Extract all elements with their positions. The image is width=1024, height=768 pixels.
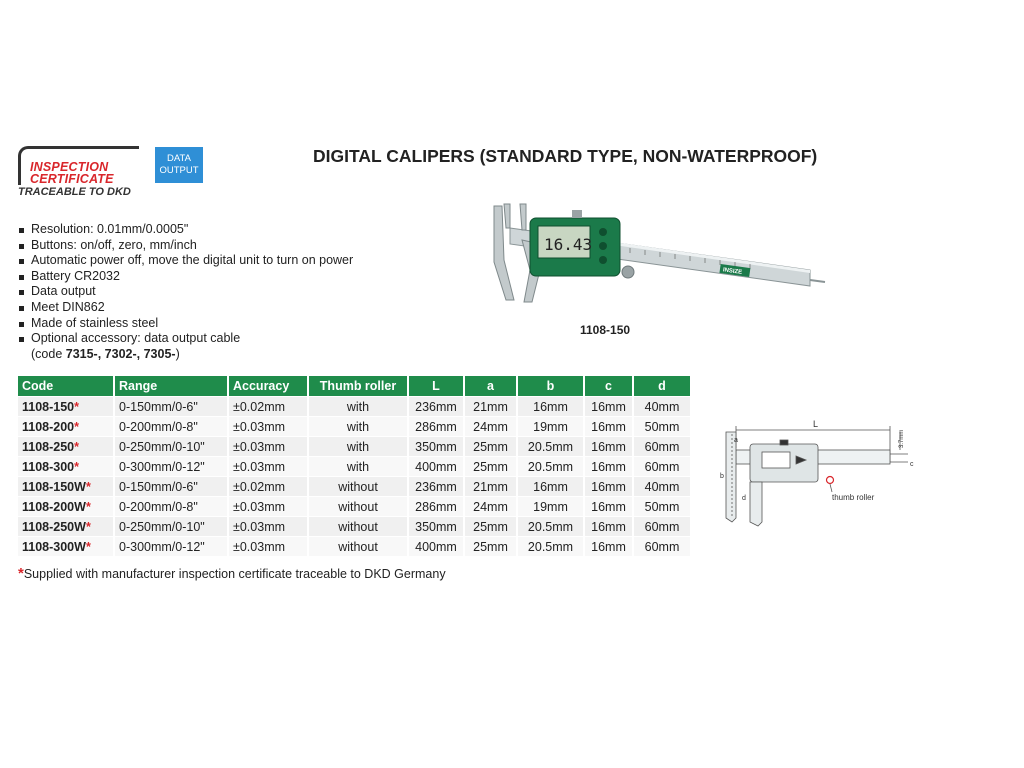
feature-item: Data output	[18, 284, 353, 300]
table-cell: ±0.03mm	[228, 497, 308, 517]
accessory-prefix: (code	[31, 346, 66, 361]
table-cell: 20.5mm	[517, 457, 584, 477]
accessory-code-list: 7315-, 7302-, 7305-	[65, 346, 176, 361]
cell-code-text: 1108-150W	[22, 479, 86, 494]
brand-label: INSIZE	[722, 267, 743, 276]
table-row	[18, 497, 691, 517]
inspection-label: INSPECTION	[30, 160, 109, 174]
col-header-range: Range	[114, 376, 228, 397]
col-header-code: Code	[18, 376, 114, 397]
diagram-label-a: a	[734, 437, 738, 444]
cell-code	[18, 417, 114, 437]
table-cell: 16mm	[584, 417, 633, 437]
table-cell: 16mm	[584, 457, 633, 477]
table-cell: ±0.03mm	[228, 417, 308, 437]
table-cell: 21mm	[464, 477, 517, 497]
table-cell: 40mm	[633, 477, 691, 497]
cell-code	[18, 397, 114, 417]
cell-code	[18, 457, 114, 477]
star-mark: *	[74, 399, 80, 414]
cell-code	[18, 477, 114, 497]
table-cell: 0-300mm/0-12"	[114, 537, 228, 557]
table-cell: 0-300mm/0-12"	[114, 457, 228, 477]
traceable-label: TRACEABLE TO DKD	[18, 186, 131, 198]
table-cell: ±0.03mm	[228, 517, 308, 537]
table-cell: without	[308, 517, 408, 537]
table-cell: 0-250mm/0-10"	[114, 437, 228, 457]
spec-table	[18, 376, 692, 556]
table-cell: without	[308, 537, 408, 557]
feature-item: Meet DIN862	[18, 300, 353, 316]
feature-item: Buttons: on/off, zero, mm/inch	[18, 238, 353, 254]
table-cell: 286mm	[408, 417, 464, 437]
table-cell: 24mm	[464, 417, 517, 437]
table-cell: 19mm	[517, 417, 584, 437]
table-cell: 400mm	[408, 537, 464, 557]
star-mark: *	[74, 419, 80, 434]
col-header-b: b	[517, 376, 584, 397]
star-mark: *	[85, 519, 91, 534]
table-cell: 25mm	[464, 457, 517, 477]
table-cell: 16mm	[584, 517, 633, 537]
table-row	[18, 437, 691, 457]
table-cell: 400mm	[408, 457, 464, 477]
footnote-text: Supplied with manufacturer inspection certificate traceable to DKD Germany	[23, 567, 446, 581]
table-cell: 60mm	[633, 437, 691, 457]
table-cell: 50mm	[633, 497, 691, 517]
cell-code	[18, 517, 114, 537]
table-row	[18, 517, 691, 537]
table-cell: ±0.03mm	[228, 537, 308, 557]
table-cell: 0-200mm/0-8"	[114, 497, 228, 517]
col-header-accuracy: Accuracy	[228, 376, 308, 397]
diagram-label-b: b	[720, 473, 724, 480]
star-mark: *	[85, 499, 91, 514]
star-mark: *	[74, 439, 80, 454]
cell-code	[18, 537, 114, 557]
cell-code-text: 1108-200W	[22, 499, 86, 514]
table-row	[18, 417, 691, 437]
cell-code-text: 1108-200	[22, 419, 75, 434]
table-row	[18, 537, 691, 557]
table-header-row	[18, 376, 691, 397]
table-row	[18, 397, 691, 417]
table-cell: 236mm	[408, 477, 464, 497]
table-cell: 16mm	[517, 397, 584, 417]
table-cell: 20.5mm	[517, 517, 584, 537]
table-cell: without	[308, 497, 408, 517]
caliper-photo	[480, 200, 830, 310]
page-title: DIGITAL CALIPERS (STANDARD TYPE, NON-WATERPROOF)	[313, 146, 818, 166]
col-header-thumb-roller: Thumb roller	[308, 376, 408, 397]
table-cell: 236mm	[408, 397, 464, 417]
table-cell: ±0.02mm	[228, 477, 308, 497]
table-cell: 25mm	[464, 537, 517, 557]
certificate-label: CERTIFICATE	[30, 172, 114, 186]
table-cell: without	[308, 477, 408, 497]
feature-item: Optional accessory: data output cable	[18, 331, 353, 347]
table-cell: with	[308, 437, 408, 457]
lcd-reading: 16.43	[544, 235, 593, 254]
table-cell: 350mm	[408, 517, 464, 537]
photo-caption: 1108-150	[580, 323, 631, 337]
footnote-star: *	[18, 565, 24, 582]
table-row	[18, 477, 691, 497]
table-cell: 60mm	[633, 537, 691, 557]
diagram-label-c: c	[910, 461, 914, 468]
star-mark: *	[85, 539, 91, 554]
accessory-suffix: )	[175, 346, 180, 361]
feature-item: Automatic power off, move the digital unit to turn on power	[18, 253, 353, 269]
table-cell: 16mm	[584, 537, 633, 557]
feature-item: Resolution: 0.01mm/0.0005"	[18, 222, 353, 238]
table-cell: 25mm	[464, 517, 517, 537]
diagram-label-37: 3.7mm	[899, 429, 905, 448]
table-cell: 20.5mm	[517, 537, 584, 557]
cell-code-text: 1108-300	[22, 459, 75, 474]
table-cell: 25mm	[464, 437, 517, 457]
table-cell: with	[308, 417, 408, 437]
data-output-badge	[155, 147, 203, 183]
table-cell: 350mm	[408, 437, 464, 457]
diagram-label-d: d	[742, 495, 746, 502]
inspection-certificate-badge	[18, 146, 143, 198]
diagram-label-L: L	[813, 419, 819, 429]
table-cell: with	[308, 397, 408, 417]
table-cell: 40mm	[633, 397, 691, 417]
dimension-diagram	[718, 418, 918, 528]
feature-list	[18, 222, 353, 362]
feature-item: Battery CR2032	[18, 269, 353, 285]
table-cell: 286mm	[408, 497, 464, 517]
table-cell: 0-150mm/0-6"	[114, 477, 228, 497]
table-cell: 60mm	[633, 517, 691, 537]
table-cell: 16mm	[584, 437, 633, 457]
table-cell: 16mm	[584, 477, 633, 497]
data-output-line2: OUTPUT	[159, 165, 199, 176]
col-header-c: c	[584, 376, 633, 397]
star-mark: *	[85, 479, 91, 494]
table-cell: 24mm	[464, 497, 517, 517]
table-cell: 16mm	[517, 477, 584, 497]
table-cell: with	[308, 457, 408, 477]
table-cell: 16mm	[584, 497, 633, 517]
footnote	[18, 565, 446, 582]
cell-code-text: 1108-250W	[22, 519, 86, 534]
table-cell: 20.5mm	[517, 437, 584, 457]
table-cell: 60mm	[633, 457, 691, 477]
col-header-a: a	[464, 376, 517, 397]
thumb-roller-label: thumb roller	[832, 493, 875, 502]
cell-code-text: 1108-250	[22, 439, 75, 454]
star-mark: *	[74, 459, 80, 474]
table-cell: ±0.03mm	[228, 457, 308, 477]
table-cell: 0-200mm/0-8"	[114, 417, 228, 437]
cell-code	[18, 497, 114, 517]
table-cell: 21mm	[464, 397, 517, 417]
table-cell: ±0.03mm	[228, 437, 308, 457]
cell-code-text: 1108-150	[22, 399, 75, 414]
cell-code	[18, 437, 114, 457]
table-cell: 19mm	[517, 497, 584, 517]
table-cell: ±0.02mm	[228, 397, 308, 417]
table-cell: 16mm	[584, 397, 633, 417]
feature-item: Made of stainless steel	[18, 316, 353, 332]
cell-code-text: 1108-300W	[22, 539, 86, 554]
table-cell: 0-250mm/0-10"	[114, 517, 228, 537]
table-cell: 0-150mm/0-6"	[114, 397, 228, 417]
table-cell: 50mm	[633, 417, 691, 437]
accessory-codes	[18, 347, 353, 363]
col-header-L: L	[408, 376, 464, 397]
table-body	[18, 397, 691, 557]
data-output-line1: DATA	[167, 153, 191, 164]
table-row	[18, 457, 691, 477]
col-header-d: d	[633, 376, 691, 397]
